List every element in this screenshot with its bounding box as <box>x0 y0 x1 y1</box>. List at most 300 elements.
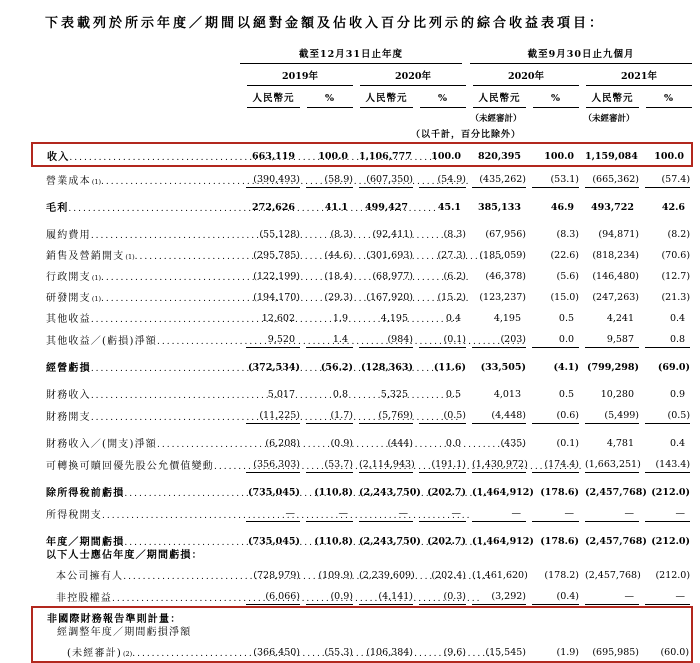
value-text: (799,298) <box>587 362 640 373</box>
cell-value <box>526 501 579 523</box>
footnote-marker: (1) <box>91 274 102 282</box>
footnote-marker: (2) <box>123 650 133 658</box>
percent-header-cell <box>413 86 466 108</box>
header-spacer <box>413 108 466 124</box>
percent-header-cell <box>639 86 692 108</box>
cell-value <box>639 640 692 662</box>
value-text: (53.1) <box>550 174 580 185</box>
value-text: (70.6) <box>661 250 691 261</box>
unaudited-note: （未經審計） <box>583 114 635 124</box>
value-text: (212.0) <box>655 570 691 581</box>
cell-value <box>526 474 579 501</box>
value-text: (202.7) <box>427 536 467 547</box>
cell-value <box>579 306 639 327</box>
row-label-cell <box>32 166 240 189</box>
value-text: (212.0) <box>651 487 691 498</box>
value-text: (92,411) <box>372 229 413 240</box>
value-text: (8.3) <box>330 229 353 240</box>
value-text: (203) <box>500 334 527 345</box>
cell-value <box>639 376 692 403</box>
row-label-cell <box>32 523 240 550</box>
cell-value <box>353 607 413 627</box>
value-text: (94,871) <box>598 229 640 240</box>
highlighted-table-row <box>32 627 692 640</box>
value-text: (1.7) <box>330 410 353 421</box>
cell-value <box>579 349 639 376</box>
cell-value <box>526 143 579 166</box>
cell-value <box>526 216 579 243</box>
value-text: (435,262) <box>479 174 527 185</box>
row-label: 財務開支 <box>46 412 91 423</box>
value-text: 1.9 <box>332 313 348 324</box>
year-label: 2020年 <box>360 64 466 86</box>
value-text: (11.6) <box>433 362 467 373</box>
value-text: (18.4) <box>324 271 353 282</box>
cell-value <box>579 376 639 403</box>
period-group-cell <box>466 46 692 64</box>
value-text: (15.0) <box>550 292 580 303</box>
row-label-cell <box>32 189 240 216</box>
value-text: (27.3) <box>437 250 467 261</box>
value-text: (22.6) <box>550 250 580 261</box>
value-text: (0.9) <box>330 591 353 602</box>
cell-value <box>639 403 692 425</box>
cell-value <box>526 640 579 662</box>
percent-header: % <box>533 89 579 108</box>
cell-value <box>526 523 579 550</box>
value-text: — <box>675 591 686 602</box>
row-label: 其他收益 <box>46 314 91 325</box>
value-text: (8.3) <box>556 229 580 240</box>
cell-value <box>639 501 692 523</box>
cell-value <box>353 349 413 376</box>
value-text: (56.2) <box>320 362 353 373</box>
table-row <box>32 425 692 452</box>
cell-value <box>526 349 579 376</box>
unit-header-row <box>32 86 692 108</box>
cell-value <box>353 143 413 166</box>
value-text: (4.1) <box>553 362 580 373</box>
value-text: (4,141) <box>378 591 413 602</box>
header-spacer <box>32 46 240 64</box>
value-text: — <box>398 508 408 519</box>
row-label: 行政開支 <box>46 272 91 283</box>
value-text: (21.3) <box>661 292 691 303</box>
value-text: 0.9 <box>669 389 686 400</box>
value-text: (69.0) <box>657 362 691 373</box>
cell-value <box>466 550 526 563</box>
cell-value <box>413 550 466 563</box>
cell-value <box>466 349 526 376</box>
value-text: (33,505) <box>480 362 527 373</box>
cell-value <box>240 523 300 550</box>
value-text: (1,464,912) <box>472 487 534 498</box>
value-text: (301,693) <box>366 250 413 261</box>
footnote-marker: (1) <box>91 295 102 303</box>
cell-value <box>639 264 692 285</box>
cell-value <box>300 550 353 563</box>
row-label: 財務收入 <box>46 390 91 401</box>
value-text: 45.1 <box>437 202 462 213</box>
value-text: 42.6 <box>661 202 686 213</box>
value-text: (178.6) <box>540 536 580 547</box>
cell-value <box>579 501 639 523</box>
value-text: (178.2) <box>544 570 580 581</box>
value-text: (356,303) <box>253 459 300 470</box>
value-text: (146,480) <box>592 271 640 282</box>
table-row <box>32 403 692 425</box>
highlighted-table-row <box>32 607 692 627</box>
value-text: (60.0) <box>660 647 690 658</box>
cell-value <box>526 584 579 607</box>
value-text: (58.9) <box>324 174 353 185</box>
table-row <box>32 166 692 189</box>
value-text: — <box>285 508 295 519</box>
cell-value <box>240 627 300 640</box>
value-text: 1,159,084 <box>585 151 638 162</box>
highlighted-table-row <box>32 143 692 166</box>
value-text: (2,114,943) <box>359 459 415 470</box>
year-label: 2020年 <box>473 64 579 86</box>
currency-header-cell <box>240 86 300 108</box>
year-cell <box>579 64 692 86</box>
table-row <box>32 189 692 216</box>
value-text: (110.8) <box>314 536 353 547</box>
cell-value <box>579 166 639 189</box>
value-text: (2,457,768) <box>585 570 641 581</box>
value-text: 4,195 <box>493 313 522 324</box>
value-text: — <box>451 508 462 519</box>
cell-value <box>353 452 413 474</box>
cell-value <box>466 306 526 327</box>
cell-value <box>579 452 639 474</box>
value-text: 0.8 <box>332 389 348 400</box>
cell-value <box>526 403 579 425</box>
value-text: 0.4 <box>669 438 686 449</box>
value-text: 4,781 <box>606 438 635 449</box>
cell-value <box>413 627 466 640</box>
cell-value <box>240 474 300 501</box>
value-text: 4,013 <box>493 389 522 400</box>
value-text: (185,059) <box>479 250 527 261</box>
value-text: (8.3) <box>443 229 467 240</box>
cell-value <box>526 243 579 264</box>
value-text: 41.1 <box>324 202 348 213</box>
row-label: 以下人士應佔年度／期間虧損： <box>46 550 203 561</box>
cell-value <box>466 523 534 550</box>
value-text: (4,448) <box>491 410 527 421</box>
value-text: (11,225) <box>259 410 300 421</box>
cell-value <box>526 306 579 327</box>
value-text: (143.4) <box>655 459 691 470</box>
row-label: 收入 <box>47 152 70 163</box>
footnote-marker: (1) <box>125 253 135 261</box>
value-text: (735,045) <box>248 487 300 498</box>
value-text: (607,350) <box>366 174 413 185</box>
row-label-cell <box>32 264 240 285</box>
table-row <box>32 327 692 349</box>
row-label-cell <box>32 563 240 584</box>
cell-value <box>639 474 692 501</box>
value-text: (202.4) <box>431 570 467 581</box>
cell-value <box>579 607 639 627</box>
unit-note-row <box>32 124 692 143</box>
cell-value <box>639 584 692 607</box>
year-cell <box>353 64 466 86</box>
cell-value <box>466 452 526 474</box>
row-label-cell <box>32 285 240 306</box>
table-row <box>32 550 692 563</box>
cell-value <box>240 550 300 563</box>
value-text: — <box>624 591 635 602</box>
cell-value <box>466 285 526 306</box>
footnote-marker: (1) <box>91 178 102 186</box>
value-text: (15.2) <box>437 292 467 303</box>
cell-value <box>579 550 639 563</box>
percent-header: % <box>646 89 692 108</box>
table-row <box>32 474 692 501</box>
cell-value <box>466 216 526 243</box>
value-text: (247,263) <box>592 292 640 303</box>
percent-header-cell <box>300 86 353 108</box>
row-label: (未經審計) <box>67 648 123 659</box>
value-text: 820,395 <box>478 151 522 162</box>
cell-value <box>639 189 692 216</box>
currency-header: 人民幣元 <box>360 86 413 108</box>
cell-value <box>579 425 639 452</box>
cell-value <box>639 452 692 474</box>
value-text: (122,199) <box>253 271 300 282</box>
row-label: 非控股權益 <box>56 593 112 604</box>
value-text: (2,243,750) <box>359 487 421 498</box>
value-text: 385,133 <box>478 202 522 213</box>
cell-value <box>579 216 639 243</box>
value-text: (6.2) <box>443 271 467 282</box>
currency-header-cell <box>353 86 413 108</box>
cell-value <box>579 584 639 607</box>
row-label-cell <box>32 640 240 662</box>
value-text: (6,066) <box>265 591 300 602</box>
value-text: 0.4 <box>669 313 686 324</box>
row-label-cell <box>32 143 240 166</box>
cell-value <box>466 166 526 189</box>
value-text: (2,239,609) <box>359 570 415 581</box>
cell-value <box>639 306 692 327</box>
table-row <box>32 523 692 550</box>
value-text: 0.5 <box>558 389 575 400</box>
table-row <box>32 563 692 584</box>
row-label: 年度／期間虧損 <box>46 537 125 548</box>
value-text: (6,208) <box>265 438 300 449</box>
value-text: (167,920) <box>366 292 413 303</box>
value-text: (44.6) <box>324 250 353 261</box>
value-text: 1.4 <box>332 334 348 345</box>
value-text: 5,017 <box>267 389 295 400</box>
value-text: 100.0 <box>318 151 348 162</box>
row-label-cell <box>32 243 240 264</box>
value-text: (110.8) <box>314 487 353 498</box>
value-text: (53.7) <box>324 459 353 470</box>
value-text: 0.4 <box>445 313 462 324</box>
row-label-cell <box>32 627 240 640</box>
page-title: 下表載列於所示年度／期間以絕對金額及佔收入百分比列示的綜合收益表項目： <box>45 16 606 31</box>
value-text: (0.1) <box>443 334 467 345</box>
year-cell <box>240 64 353 86</box>
value-text: — <box>675 508 686 519</box>
value-text: — <box>511 508 522 519</box>
cell-value <box>639 327 692 349</box>
cell-value <box>639 349 692 376</box>
row-label: 研發開支 <box>46 293 91 304</box>
cell-value <box>466 501 526 523</box>
header-spacer <box>240 108 300 124</box>
value-text: 0.5 <box>445 389 462 400</box>
highlighted-table-row <box>32 640 692 662</box>
row-label-cell <box>32 425 240 452</box>
cell-value <box>526 166 579 189</box>
table-row <box>32 216 692 243</box>
row-label: 非國際財務報告準則計量： <box>47 614 182 625</box>
row-label-cell <box>32 452 240 474</box>
value-text: (1,430,972) <box>472 459 528 470</box>
cell-value <box>466 474 534 501</box>
value-text: (0.5) <box>667 410 691 421</box>
cell-value <box>639 143 692 166</box>
value-text: 0.8 <box>669 334 686 345</box>
cell-value <box>300 607 353 627</box>
cell-value <box>526 189 579 216</box>
value-text: (735,045) <box>248 536 300 547</box>
value-text: 499,427 <box>365 202 408 213</box>
value-text: (46,378) <box>485 271 527 282</box>
row-label: 經調整年度／期間虧損淨額 <box>57 627 192 638</box>
period-group-row <box>32 46 692 64</box>
row-label-cell <box>32 306 240 327</box>
value-text: (372,534) <box>248 362 300 373</box>
cell-value <box>466 143 526 166</box>
cell-value <box>579 143 639 166</box>
cell-value <box>526 327 579 349</box>
cell-value <box>466 627 526 640</box>
value-text: (5,769) <box>378 410 413 421</box>
cell-value <box>639 523 692 550</box>
value-text: (109.9) <box>318 570 353 581</box>
cell-value <box>526 264 579 285</box>
percent-header: % <box>307 89 353 108</box>
year-row <box>32 64 692 86</box>
value-text: 5,325 <box>380 389 408 400</box>
table-row <box>32 584 692 607</box>
row-label-cell <box>32 607 240 627</box>
table-header <box>32 46 692 143</box>
value-text: (106,384) <box>366 647 413 658</box>
value-text: 9,587 <box>606 334 635 345</box>
cell-value <box>466 403 526 425</box>
percent-header-cell <box>526 86 579 108</box>
row-label: 毛利 <box>46 203 69 214</box>
cell-value <box>579 243 639 264</box>
row-label: 所得稅開支 <box>46 510 102 521</box>
value-text: (5.6) <box>556 271 580 282</box>
cell-value <box>579 563 639 584</box>
value-text: (435) <box>500 438 527 449</box>
value-text: 100.0 <box>544 151 575 162</box>
currency-header-cell <box>466 86 526 108</box>
header-spacer <box>300 108 353 124</box>
value-text: (295,785) <box>253 250 300 261</box>
value-text: (2,243,750) <box>359 536 421 547</box>
value-text: (728,979) <box>253 570 300 581</box>
cell-value <box>353 627 413 640</box>
cell-value <box>579 264 639 285</box>
cell-value <box>240 607 300 627</box>
period-group-label: 截至9月30日止九個月 <box>470 46 692 64</box>
cell-value <box>413 607 466 627</box>
value-text: (0.5) <box>443 410 467 421</box>
row-label: 除所得稅前虧損 <box>46 488 125 499</box>
value-text: (67,956) <box>485 229 527 240</box>
table-row <box>32 349 692 376</box>
value-text: 1,106,777 <box>359 151 412 162</box>
value-text: 4,195 <box>380 313 408 324</box>
cell-value <box>353 563 413 584</box>
value-text: (0.1) <box>556 438 580 449</box>
value-text: (194,170) <box>253 292 300 303</box>
unaudited-row <box>32 108 692 124</box>
cell-value <box>466 607 526 627</box>
cell-value <box>579 285 639 306</box>
cell-value <box>579 327 639 349</box>
value-text: (1,464,912) <box>472 536 534 547</box>
cell-value <box>579 403 639 425</box>
table-row <box>32 306 692 327</box>
header-spacer <box>639 108 692 124</box>
value-text: (0.4) <box>556 591 580 602</box>
value-text: (55,128) <box>259 229 300 240</box>
value-text: (15,545) <box>485 647 527 658</box>
cell-value <box>526 550 579 563</box>
header-spacer <box>32 108 240 124</box>
header-spacer <box>32 124 240 143</box>
value-text: (12.7) <box>661 271 691 282</box>
table-row <box>32 501 692 523</box>
value-text: 9,520 <box>267 334 295 345</box>
cell-value <box>526 376 579 403</box>
value-text: (390,493) <box>253 174 300 185</box>
value-text: (0.6) <box>556 410 580 421</box>
value-text: (212.0) <box>651 536 691 547</box>
row-label: 經營虧損 <box>46 363 91 374</box>
table-row <box>32 376 692 403</box>
cell-value <box>300 627 353 640</box>
cell-value <box>353 474 421 501</box>
row-label-cell <box>32 501 240 523</box>
cell-value <box>353 523 421 550</box>
cell-value <box>579 523 647 550</box>
table-body <box>32 143 692 662</box>
value-text: (1,461,620) <box>472 570 528 581</box>
row-label-cell <box>32 584 240 607</box>
value-text: (444) <box>387 438 413 449</box>
currency-header: 人民幣元 <box>586 86 639 108</box>
row-label-cell <box>32 349 240 376</box>
value-text: (54.9) <box>437 174 467 185</box>
income-statement-table <box>31 46 693 663</box>
row-label: 銷售及營銷開支 <box>46 251 125 262</box>
row-label: 本公司擁有人 <box>56 571 124 582</box>
cell-value <box>639 563 692 584</box>
value-text: 0.5 <box>558 313 575 324</box>
